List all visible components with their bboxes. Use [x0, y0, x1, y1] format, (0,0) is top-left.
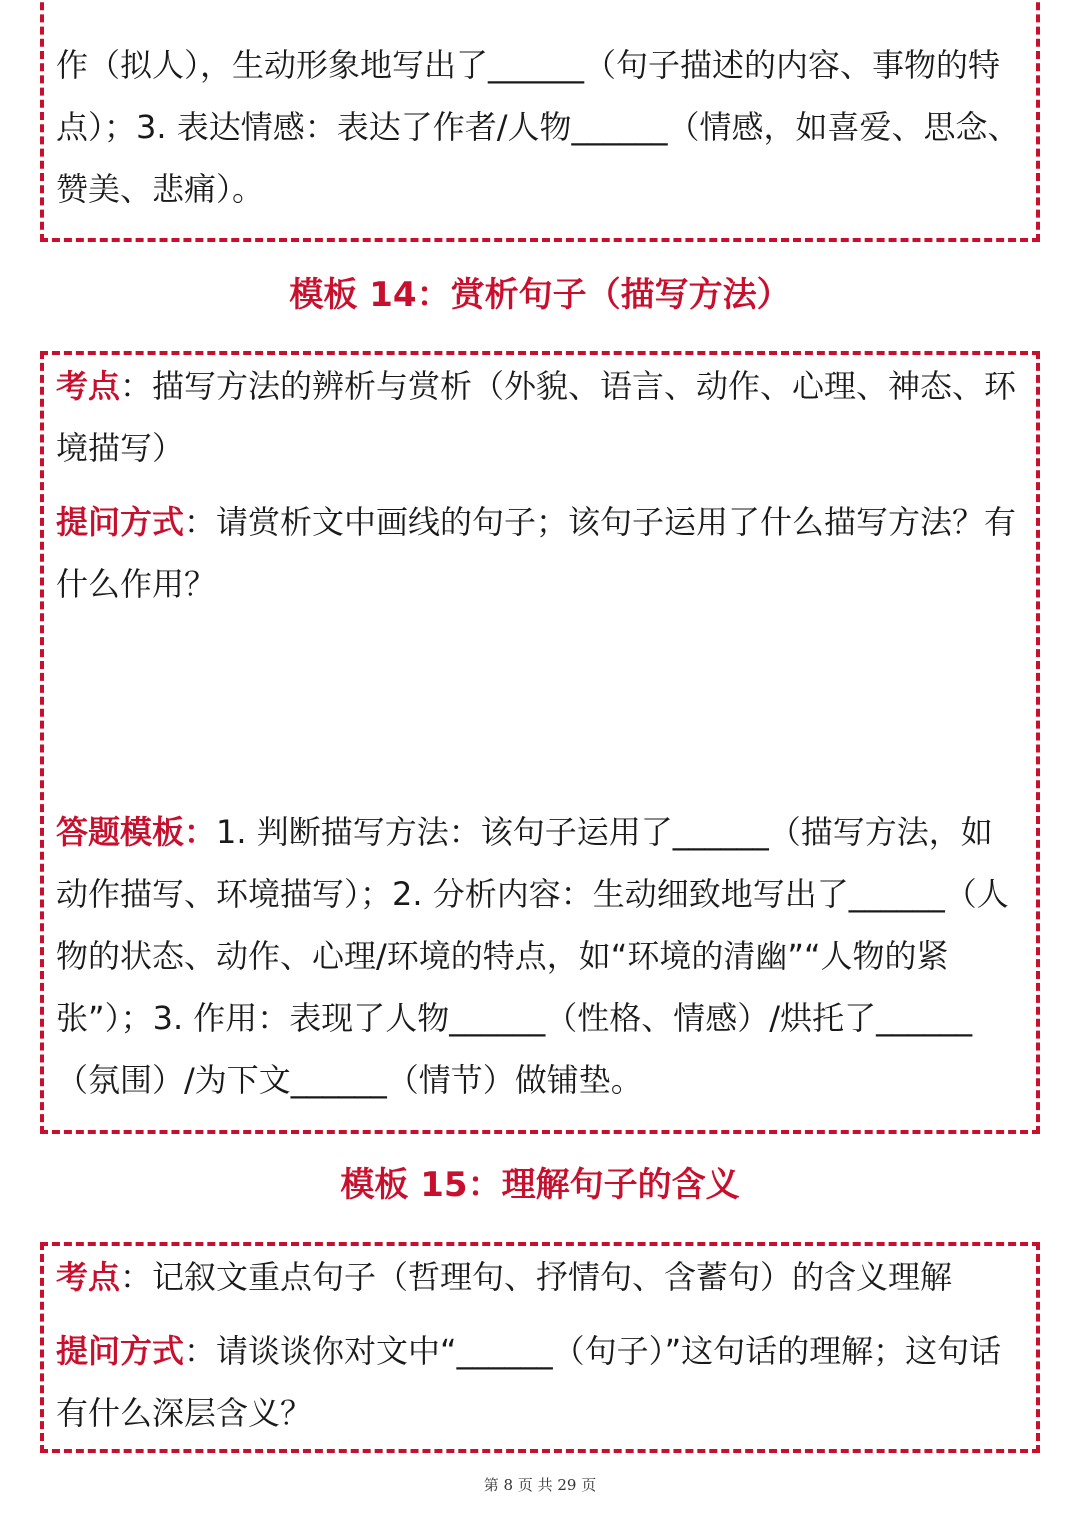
- tiwen-label: 提问方式: [56, 503, 185, 541]
- template-15-tiwen: [56, 1320, 1024, 1444]
- page-footer: 第 8 页 共 29 页: [483, 1476, 597, 1494]
- template-14-box: [40, 351, 1040, 1134]
- template-14-kaodian: [56, 355, 1024, 479]
- kaodian-text: ：描写方法的辨析与赏析（外貌、语言、动作、心理、神态、环境描写）: [56, 367, 1017, 467]
- kaodian-text: ：记叙文重点句子（哲理句、抒情句、含蓄句）的含义理解: [120, 1258, 953, 1296]
- template-15-kaodian: [56, 1246, 1024, 1308]
- template-15-heading: 模板 15：理解句子的含义: [340, 1165, 740, 1205]
- kaodian-label: 考点: [56, 1258, 121, 1296]
- top-answer-box: [40, 0, 1040, 242]
- template-14-heading: 模板 14：赏析句子（描写方法）: [289, 275, 791, 315]
- tiwen-text: ：请谈谈你对文中“______（句子）”这句话的理解；这句话有什么深层含义？: [56, 1332, 1002, 1432]
- tiwen-label: 提问方式: [56, 1332, 185, 1370]
- top-box-text: 作（拟人），生动形象地写出了______（句子描述的内容、事物的特点）；3. 表达情感：表达了作者/人物______（情感，如喜爱、思念、赞美、悲痛）。: [56, 46, 1020, 208]
- template-14-tiwen: [56, 491, 1024, 615]
- template-14-dati: [56, 801, 1024, 1111]
- dati-label: 答题模板：: [56, 813, 217, 851]
- dati-text: 1. 判断描写方法：该句子运用了______（描写方法，如动作描写、环境描写）；2. 分析内容：生动细致地写出了______（人物的状态、动作、心理/环境的特点，如“环境的清幽”“人物的紧张”）；3. 作用：表现了人物______（性格、情感）/烘托了______（氛围）/为下文______（情节）做铺垫。: [56, 813, 1009, 1099]
- kaodian-label: 考点: [56, 367, 121, 405]
- tiwen-text: ：请赏析文中画线的句子；该句子运用了什么描写方法？有什么作用？: [56, 503, 1017, 603]
- template-15-box: [40, 1242, 1040, 1453]
